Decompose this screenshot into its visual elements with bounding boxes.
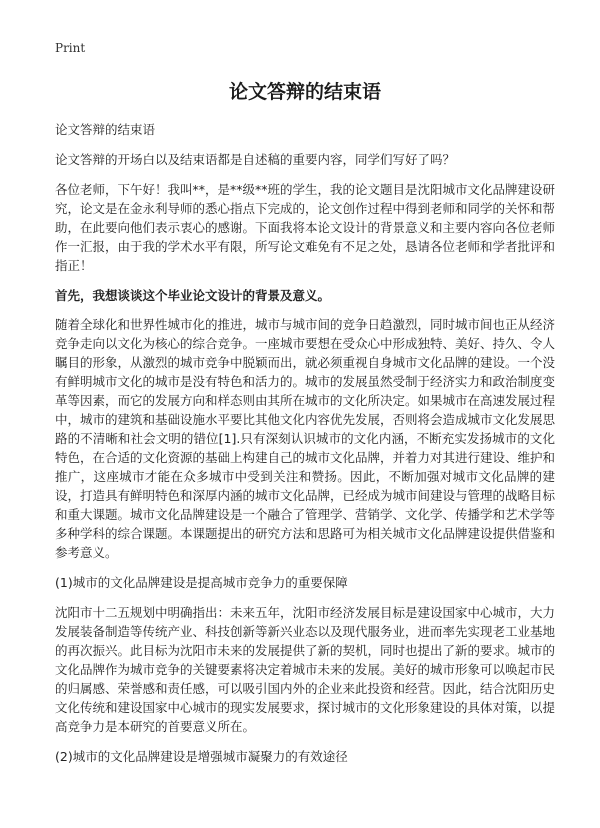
greeting-paragraph: 各位老师，下午好！我叫**，是**级**班的学生，我的论文题目是沈阳城市文化品牌建设研究，论文是在金永利导师的悉心指点下完成的，论文创作过程中得到老师和同学的关怀和帮助，在此要向他们表示衷心的感谢。下面我将本论文设计的背景意义和主要内容向各位老师作一汇报，由于我的学术水平有限，所写论文难免有不足之处，恳请各位老师和学者批评和指正！ bbox=[55, 182, 556, 273]
point1-heading: (1)城市的文化品牌建设是提高城市竞争力的重要保障 bbox=[55, 575, 348, 590]
section1-paragraph: 随着全球化和世界性城市化的推进，城市与城市间的竞争日趋激烈，同时城市间也正从经济竞争走向以文化为核心的综合竞争。一座城市要想在受众心中形成独特、美好、持久、令人瞩目的形象，从激烈的城市竞争中脱颖而出，就必须重视自身城市文化品牌的建设。一个没有鲜明城市文化的城市是没有特色和活力的。城市的发展虽然受制于经济实力和政治制度变革等因素，而它的发展方向和样态则由其所在城市的文化所决定。如果城市在高速发展过程中，城市的建筑和基础设施水平要比其他文化内容优先发展，否则将会造成城市文化发展思路的不清晰和社会文明的错位[1].只有深刻认识城市的文化内涵，不断充实发扬城市的文化特色，在合适的文化资源的基础上构建自己的城市文化品牌，并着力对其进行建设、维护和推广，这座城市才能在众多城市中受到关注和赞扬。因此，不断加强对城市文化品牌的建设，打造具有鲜明特色和深厚内涵的城市文化品牌，已经成为城市间建设与管理的战略目标和重大课题。城市文化品牌建设是一个融合了管理学、营销学、文化学、传播学和艺术学等多种学科的综合课题。本课题提出的研究方法和思路可为相关城市文化品牌建设提供借鉴和参考意义。 bbox=[55, 317, 556, 560]
print-link[interactable]: Print bbox=[55, 41, 86, 55]
document-title: 论文答辩的结束语 bbox=[228, 81, 381, 103]
point2-heading: (2)城市的文化品牌建设是增强城市凝聚力的有效途径 bbox=[55, 749, 348, 764]
intro-question: 论文答辩的开场白以及结束语都是自述稿的重要内容，同学们写好了吗？ bbox=[55, 152, 456, 167]
point1-paragraph: 沈阳市十二五规划中明确指出：未来五年，沈阳市经济发展目标是建设国家中心城市，大力发展装备制造等传统产业、科技创新等新兴业态以及现代服务业，进而率先实现老工业基地的再次振兴。此目标为沈阳市未来的发展提供了新的契机，同时也提出了新的要求。城市的文化品牌作为城市竞争的关键要素将决定着城市未来的发展。美好的城市形象可以唤起市民的归属感、荣誉感和责任感，可以吸引国内外的企业来此投资和经营。因此，结合沈阳历史文化传统和建设国家中心城市的现实发展要求，探讨城市的文化形象建设的具体对策，以提高竞争力是本研究的首要意义所在。 bbox=[55, 605, 556, 734]
document-subtitle: 论文答辩的结束语 bbox=[55, 122, 156, 137]
section1-heading: 首先，我想谈谈这个毕业论文设计的背景及意义。 bbox=[55, 288, 331, 303]
